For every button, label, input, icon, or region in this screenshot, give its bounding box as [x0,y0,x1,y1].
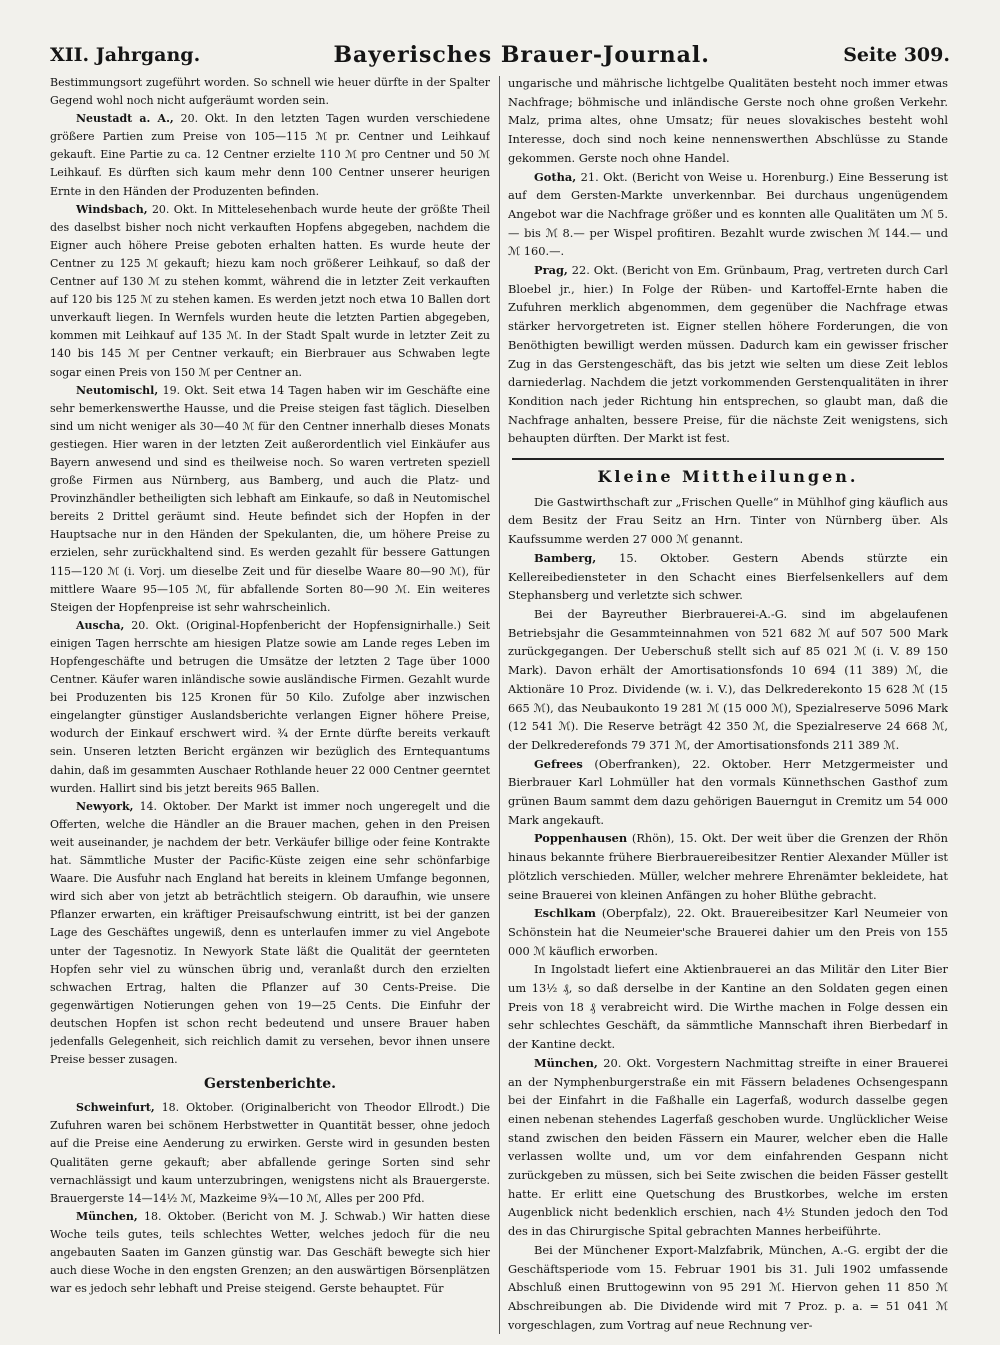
page-header [50,38,950,72]
article-paragraph [50,1099,490,1208]
volume-label: XII. Jahrgang. [50,44,201,66]
article-paragraph [50,382,490,617]
dateline-place: Gefrees [534,756,583,771]
article-paragraph [50,1208,490,1298]
article-paragraph [50,74,490,110]
article-text: Bestimmungsort zugeführt worden. So schnell wie heuer dürfte in der Spalter Gegend wohl noch nicht aufgeräumt worden sein. [50,76,490,108]
dateline-place: München, [534,1055,598,1070]
dateline-place: Bamberg, [534,550,597,565]
dateline-place: Eschlkam [534,906,596,921]
dateline-place: Auscha, [76,618,125,632]
article-text: 18. Oktober. (Bericht von M. J. Schwab.) Wir hatten diese Woche teils gutes, teils schlechtes Wetter, welches jedoch für die neu angebauten Saaten im Ganzen günstig war. Das Geschäft bewegte sich hier auch diese Woche in den engsten Grenzen; an den auswärtigen Börsenplätzen war es jedoch sehr lebhaft und Preise steigend. Gerste behauptet. Für [50,1209,490,1296]
article-paragraph [508,74,948,168]
article-paragraph [50,798,490,1069]
article-paragraph [50,617,490,798]
dateline-place: Newyork, [76,799,134,813]
left-column [50,74,490,1336]
article-text: 20. Okt. (Original-Hopfenbericht der Hopfensignirhalle.) Seit einigen Tagen herrschte am hiesigen Platze sowie am Lande reges Leben im Hopfengeschäfte und betrugen die Umsätze der letzten 2 Tage über 1000 Centner. Käufer waren inländische sowie ausländische Firmen. Gezahlt wurde bei Produzenten bis 125 Kronen für 50 Kilo. Zufolge aber inzwischen eingelangter günstiger Auslandsberichte verlangen Eigner höhere Preise, wodurch der Einkauf erschwert wird. ¾ der Ernte dürfte bereits verkauft sein. Unseren letzten Bericht ergänzen wir bezüglich des Erntequantums dahin, daß im gesammten Auschaer Rothlande heuer 22 000 Centner geerntet wurden. Hallirt sind bis jetzt bereits 965 Ballen. [50,618,490,795]
article-paragraph [508,904,948,960]
article-text: (Rhön), 15. Okt. Der weit über die Grenzen der Rhön hinaus bekannte frühere Bierbrauereibesitzer Rentier Alexander Müller ist plötzlich verschieden. Müller, welcher mehrere Ehrenämter bekleidete, hat seine Brauerei von kleinen Anfängen zu hoher Blüthe gebracht. [508,831,948,902]
dateline-place: Schweinfurt, [76,1101,155,1115]
article-paragraph [508,829,948,904]
article-paragraph [50,201,490,382]
section-rule [512,458,944,460]
article-text: 15. Oktober. Gestern Abends stürzte ein Kellereibediensteter in den Schacht eines Bierfelsenkellers auf dem Stephansberg und verletzte sich schwer. [508,550,948,603]
dateline-place: Gotha, [534,169,577,184]
article-paragraph [508,549,948,605]
journal-title: Bayerisches Brauer-Journal. [333,42,710,68]
article-text: 18. Oktober. (Originalbericht von Theodor Ellrodt.) Die Zufuhren waren bei schönem Herbstwetter in Quantität besser, ohne jedoch auf die Preise eine Aenderung zu erwirken. Gerste wird in gesunden besten Qualitäten gerne gekauft; aber abfallende geringe Sorten sind sehr vernachlässigt und kaum unterzubringen, wenigstens nicht als Brauergerste. Brauergerste 14—14½ ℳ, Mazkeime 9¾—10 ℳ, Alles per 200 Pfd. [50,1101,490,1205]
article-paragraph [508,960,948,1054]
article-text: 21. Okt. (Bericht von Weise u. Horenburg.) Eine Besserung ist auf dem Gersten-Markte unverkennbar. Bei durchaus ungenügendem Angebot war die Nachfrage größer und es konnten alle Qualitäten um ℳ 5.— bis ℳ 8.— per Wispel profitiren. Bezahlt wurde zwischen ℳ 144.— und ℳ 160.—. [508,169,948,259]
section-heading-barley-reports: Gerstenberichte. [203,1076,336,1093]
dateline-place: Poppenhausen [534,831,628,846]
dateline-place: München, [76,1209,138,1223]
article-text: Die Gastwirthschaft zur „Frischen Quelle“ in Mühlhof ging käuflich aus dem Besitz der Frau Seitz an Hrn. Tinter von Nürnberg über. Als Kaufssumme werden 27 000 ℳ genannt. [508,494,948,547]
article-text: (Oberpfalz), 22. Okt. Brauereibesitzer Karl Neumeier von Schönstein hat die Neumeier'sche Brauerei dahier um den Preis von 155 000 ℳ käuflich erworben. [508,906,948,958]
dateline-place: Neustadt a. A., [76,112,174,126]
article-paragraph [508,1054,948,1241]
article-text: 19. Okt. Seit etwa 14 Tagen haben wir im Geschäfte eine sehr bemerkenswerthe Hausse, und die Preise steigen fast täglich. Dieselben sind um nicht weniger als 30—40 ℳ für den Centner innerhalb dieses Monats gestiegen. Hier waren in der letzten Zeit außerordentlich viel Einkäufer aus Bayern anwesend und sind es theilweise noch. So waren vertreten speziell große Firmen aus Nürnberg, aus Bamberg, und auch die Platz- und Provinzhändler betheiligten sich lebhaft am Einkaufe, so daß in Neutomischel bereits 2 Drittel geräumt sind. Heute befindet sich der Hopfen in der Hauptsache nur in den Händen der Spekulanten, die, um höhere Preise zu erzielen, sehr zurückhaltend sind. Es werden gezahlt für bessere Gattungen 115—120 ℳ (i. Vorj. um dieselbe Zeit und für dieselbe Waare 80—90 ℳ), für mittlere Waare 95—105 ℳ, für abfallende Sorten 80—90 ℳ. Ein weiteres Steigen der Hopfenpreise ist sehr wahrscheinlich. [50,383,490,614]
dateline-place: Windsbach, [76,202,148,216]
article-text: 22. Okt. (Bericht von Em. Grünbaum, Prag, vertreten durch Carl Bloebel jr., hier.) In Folge der Rüben- und Kartoffel-Ernte haben die Zufuhren merklich abgenommen, dem gegenüber die Nachfrage etwas stärker hervorgetreten ist. Eigner stellen höhere Forderungen, die von Benöthigten bewilligt werden müssen. Dadurch kam ein gewisser frischer Zug in das Gerstengeschäft, das bis jetzt wie selten um diese Zeit leblos darniederlag. Nachdem die jetzt vorkommenden Gerstenqualitäten in ihrer Kondition nach jeder Richtung hin entsprechen, so glaubt man, daß die Nachfrage anhalten, bessere Preise, für die nächste Zeit wenigstens, sich behaupten dürften. Der Markt ist fest. [508,263,948,446]
article-text: 20. Okt. In Mittelesehenbach wurde heute der größte Theil des daselbst bisher noch nicht verkauften Hopfens abgegeben, nachdem die Eigner auch höhere Preise geboten erhalten hatten. Es wurde heute der Centner zu 125 ℳ gekauft; hiezu kam noch größerer Leihkauf, so daß der Centner auf 130 ℳ zu stehen kommt, während die in letzter Zeit verkauften auf 120 bis 125 ℳ zu stehen kamen. Es werden jetzt noch etwa 10 Ballen dort unverkauft liegen. In Wernfels wurden heute die letzten Partien abgegeben, kommen mit Leihkauf auf 135 ℳ. In der Stadt Spalt wurde in letzter Zeit zu 140 bis 145 ℳ per Centner verkauft; ein Bierbrauer aus Schwaben legte sogar einen Preis von 150 ℳ per Centner an. [50,202,490,379]
article-paragraph [50,110,490,200]
right-column [508,74,948,1336]
article-text: 14. Oktober. Der Markt ist immer noch ungeregelt und die Offerten, welche die Händler an die Brauer machen, gehen in den Preisen weit auseinander, je nachdem der betr. Verkäufer billige oder feine Kontrakte hat. Sämmtliche Muster der Pacific-Küste zeigen eine sehr schönfarbige Waare. Die Ausfuhr nach England hat bereits in kleinem Umfange begonnen, wird sich aber von jetzt ab beträchtlich steigern. Ob daraufhin, wie unsere Pflanzer erwarten, ein kräftiger Preisaufschwung eintritt, ist bei der ganzen Lage des Geschäftes ungewiß, denn es unterlaufen immer zu viel Angebote unter der Tagesnotiz. In Newyork State läßt die Qualität der geernteten Hopfen sehr viel zu wünschen übrig und, veranlaßt durch den erzielten schwachen Ertrag, halten die Pflanzer auf 30 Cents-Preise. Die gegenwärtigen Notierungen gehen von 19—25 Cents. Die Einfuhr der deutschen Hopfen ist schon recht bedeutend und unsere Brauer haben jedenfalls Gelegenheit, sich reichlich damit zu versehen, bevor ihnen unsere Preise besser zusagen. [50,799,490,1067]
article-text: (Oberfranken), 22. Oktober. Herr Metzgermeister und Bierbrauer Karl Lohmüller hat den vormals Künnethschen Gasthof zum grünen Baum sammt dem dazu gehörigen Bauerngut in Cremitz um 54 000 Mark angekauft. [508,756,948,827]
article-paragraph [508,755,948,830]
article-text: Bei der Münchener Export-Malzfabrik, München, A.-G. ergibt der die Geschäftsperiode vom 15. Februar 1901 bis 31. Juli 1902 umfassende Abschluß einen Bruttogewinn von 95 291 ℳ. Hiervon gehen 11 850 ℳ Abschreibungen ab. Die Dividende wird mit 7 Proz. p. a. = 51 041 ℳ vorgeschlagen, zum Vortrag auf neue Rechnung ver- [508,1242,948,1332]
section-heading-short-news: Kleine Mittheilungen. [597,467,859,487]
article-text: 20. Okt. Vorgestern Nachmittag streifte in einer Brauerei an der Nymphenburgerstraße ein mit Fässern beladenes Ochsengespann bei der Einfahrt in die Faßhalle ein Lagerfaß, wodurch dasselbe gegen einen nebenan stehendes Lagerfaß geschoben wurde. Unglücklicher Weise stand zwischen den beiden Fässern ein Maurer, welcher eben die Halle verlassen wollte und, um vor dem einfahrenden Gespann nicht zurückgeben zu müssen, sich bei Seite zwischen die beiden Fässer gestellt hatte. Er erlitt eine Quetschung des Brustkorbes, welche im ersten Augenblick nicht bedenklich erschien, nach 4½ Stunden jedoch den Tod des in das Chirurgische Spital gebrachten Mannes herbeiführte. [508,1055,948,1239]
dateline-place: Neutomischl, [76,383,159,397]
article-text: In Ingolstadt liefert eine Aktienbrauerei an das Militär den Liter Bier um 13½ ₰, so daß derselbe in der Kantine an den Soldaten gegen einen Preis von 18 ₰ verabreicht wird. Die Wirthe machen in Folge dessen ein sehr schlechtes Geschäft, da sämmtliche Mannschaft ihren Bierbedarf in der Kantine deckt. [508,962,948,1052]
dateline-place: Prag, [534,263,568,278]
page-number: Seite 309. [843,44,950,66]
article-text: Bei der Bayreuther Bierbrauerei-A.-G. sind im abgelaufenen Betriebsjahr die Gesammteinnahmen von 521 682 ℳ auf 507 500 Mark zurückgegangen. Der Ueberschuß stellt sich auf 85 021 ℳ (i. V. 89 150 Mark). Davon erhält der Amortisationsfonds 10 694 (11 389) ℳ, die Aktionäre 10 Proz. Dividende (w. i. V.), das Delkrederekonto 15 628 ℳ (15 665 ℳ), das Neubaukonto 19 281 ℳ (15 000 ℳ), Spezialreserve 5096 Mark (12 541 ℳ). Die Reserve beträgt 42 350 ℳ, die Spezialreserve 24 668 ℳ, der Delkrederefonds 79 371 ℳ, der Amortisationsfonds 211 389 ℳ. [508,606,948,752]
article-paragraph [508,168,948,262]
article-paragraph [508,493,948,549]
article-paragraph [508,1241,948,1335]
article-text: ungarische und mährische lichtgelbe Qualitäten besteht noch immer etwas Nachfrage; böhmische und inländische Gerste noch ohne großen Verkehr. Malz, prima altes, ohne Umsatz; für neues slovakisches besteht wohl Interesse, doch sind noch keine nennenswerthen Abschlüsse zu Stande gekommen. Gerste noch ohne Handel. [508,76,948,165]
article-text: 20. Okt. In den letzten Tagen wurden verschiedene größere Partien zum Preise von 105—115 ℳ pr. Centner und Leihkauf gekauft. Eine Partie zu ca. 12 Centner erzielte 110 ℳ pro Centner und 50 ℳ Leihkauf. Es dürften sich kaum mehr denn 100 Centner unserer heurigen Ernte in den Händen der Produzenten befinden. [50,112,490,198]
article-paragraph [508,261,948,448]
article-paragraph [508,605,948,755]
column-divider [499,76,500,1334]
